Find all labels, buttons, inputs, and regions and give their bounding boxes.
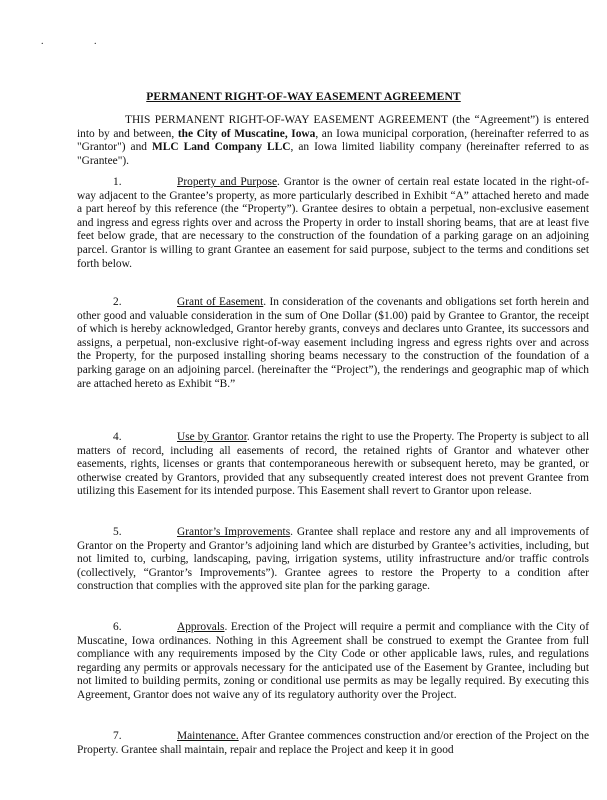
- section-heading: Maintenance.: [177, 730, 239, 742]
- section-7: [77, 730, 589, 757]
- section-number: 4.: [113, 431, 122, 443]
- section-6: [77, 621, 589, 703]
- section-number: 5.: [113, 526, 122, 538]
- grantor-name: the City of Muscatine, Iowa: [177, 127, 316, 140]
- section-number: 1.: [113, 176, 122, 188]
- intro-text-1: THIS PERMANENT RIGHT-OF-WAY EASEMENT AGREEMENT (the “Agreement”) is entered into by and between,: [77, 114, 589, 140]
- section-4: [77, 431, 589, 499]
- section-body: . In consideration of the covenants and obligations set forth herein and other good and valuable consideration in the sum of One Dollar ($1.00) paid by Grantee to Grantor, the receipt of which is hereby acknowledged, Grantor hereby grants, conveys and declares unto Grantee, its successors and assigns, a perpetual, non-exclusive right-of-way easement including ingress and egress rights over and across the Property, for the purposed installing shoring beams necessary to the construction of the foundation of a parking garage on an adjoining parcel. (hereinafter the “Project”), the renderings and geographic map of which are attached hereto as Exhibit “B.”: [77, 296, 589, 390]
- section-heading: Use by Grantor: [177, 431, 247, 443]
- section-5: [77, 526, 589, 594]
- intro-text-2: , an Iowa municipal corporation, (hereinafter referred to as "Grantor") and: [77, 127, 589, 154]
- section-body: . Grantee shall replace and restore any and all improvements of Grantor on the Property and Grantor’s adjoining land which are disturbed by Grantee’s activities, including, but not limited to, curbing, landscaping, paving, irrigation systems, utility infrastructure and/or traffic controls (collectively, “Grantor’s Improvements”). Grantee agrees to restore the Property to a condition after construction that complies with the approved site plan for the parking garage.: [77, 526, 589, 593]
- scan-marks: . .: [41, 36, 121, 47]
- section-heading: Approvals: [177, 621, 225, 633]
- section-body: . Erection of the Project will require a permit and compliance with the City of Muscatine, Iowa ordinances. Nothing in this Agreement shall be construed to exempt the Grantee from full compliance with any requirements imposed by the City Code or other applicable laws, rules, and regulations regarding any permits or approvals necessary for the anticipated use of the Easement by Grantee, including but not limited to building permits, zoning or conditional use permits as may be legally required. By executing this Agreement, Grantor does not waive any of its regulatory authority over the Project.: [77, 621, 589, 701]
- section-1: [77, 176, 589, 271]
- section-heading: Grantor’s Improvements: [177, 526, 291, 538]
- grantee-name: MLC Land Company LLC: [152, 141, 291, 154]
- section-body: After Grantee commences construction and/or erection of the Project on the Property. Grantee shall maintain, repair and replace the Project and keep it in good: [77, 730, 589, 756]
- section-2: [77, 296, 589, 391]
- section-number: 6.: [113, 621, 122, 633]
- section-number: 7.: [113, 730, 122, 742]
- intro-text-3: , an Iowa limited liability company (hereinafter referred to as "Grantee").: [77, 141, 589, 167]
- section-number: 2.: [113, 296, 122, 308]
- intro-paragraph: [77, 114, 589, 168]
- section-heading: Grant of Easement: [177, 296, 264, 308]
- section-body: . Grantor retains the right to use the Property. The Property is subject to all matters of record, including all easements of record, the retained rights of Grantor and whatever other easements, rights, licenses or grants that contemporaneous herewith or subsequent hereto, may be granted, or otherwise created by Grantors, provided that any subsequently created interest does not prevent Grantee from utilizing this Easement for its intended purpose. This Easement shall revert to Grantor upon release.: [77, 431, 589, 498]
- section-body: . Grantor is the owner of certain real estate located in the right-of-way adjacent to the Grantee’s property, as more particularly described in Exhibit “A” attached hereto and made a part hereof by this reference (the “Property”). Grantee desires to obtain a perpetual, non-exclusive easement and ingress and egress rights over and across the Property in order to install shoring beams, that are at least five feet below grade, that are necessary to the construction of the foundation of a parking garage on an adjoining parcel. Grantor is willing to grant Grantee an easement for said purpose, subject to the terms and conditions set forth below.: [77, 176, 589, 270]
- document-title: PERMANENT RIGHT-OF-WAY EASEMENT AGREEMENT: [146, 90, 461, 103]
- section-heading: Property and Purpose: [177, 176, 278, 188]
